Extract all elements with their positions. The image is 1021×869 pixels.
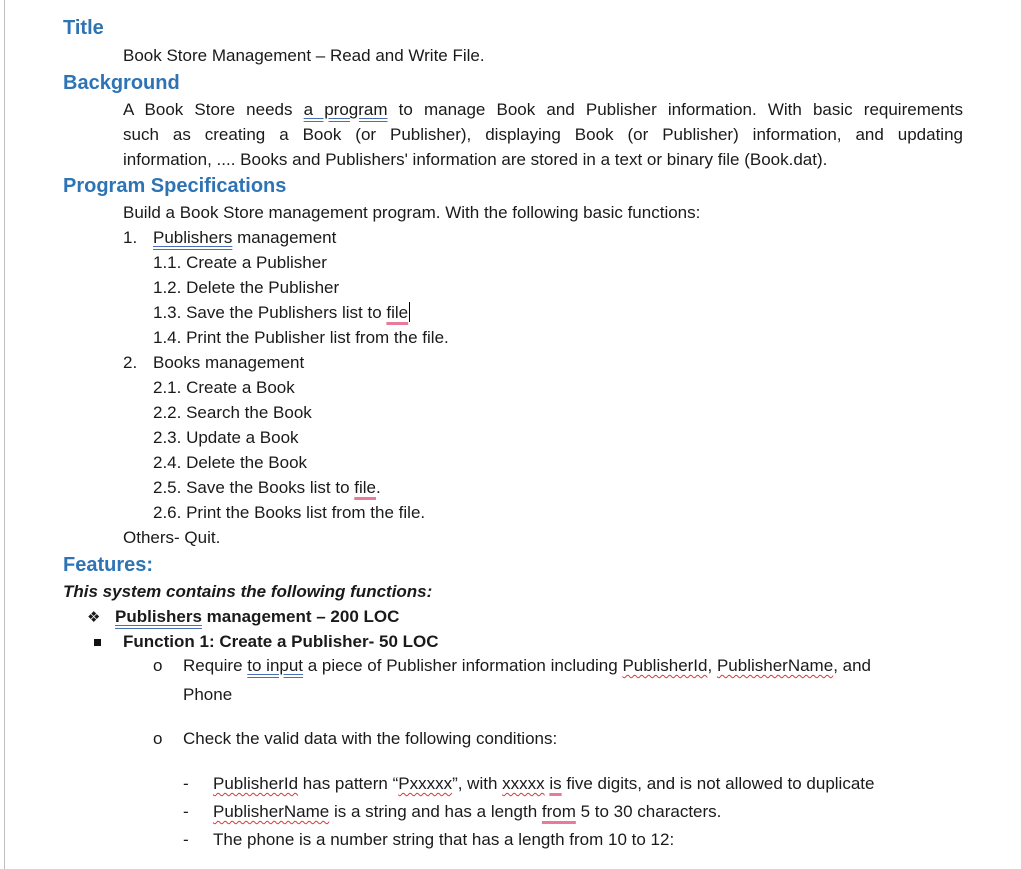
- require-input-phone: Phone: [183, 685, 233, 704]
- publishername-condition-word[interactable]: PublisherName: [213, 802, 330, 821]
- file-word-flagged[interactable]: file: [354, 478, 377, 497]
- features-heading: Features:: [63, 554, 154, 576]
- list-number-2: 2.: [123, 353, 138, 372]
- program-link[interactable]: a program: [303, 100, 388, 119]
- pattern-word[interactable]: Pxxxxx: [398, 774, 453, 793]
- spec-1-4: 1.4. Print the Publisher list from the file.: [153, 328, 449, 347]
- text-cursor: [409, 302, 410, 322]
- background-heading: Background: [63, 72, 180, 94]
- background-line-2: such as creating a Book (or Publisher), displaying Book (or Publisher) information, and updating: [123, 125, 963, 144]
- publishers-word[interactable]: Publishers: [153, 228, 233, 247]
- spec-2-4: 2.4. Delete the Book: [153, 453, 308, 472]
- background-line-3: information, .... Books and Publishers' information are stored in a text or binary file (Book.dat).: [123, 150, 828, 169]
- check-valid-line: Check the valid data with the following conditions:: [183, 729, 558, 748]
- function-1-title: Function 1: Create a Publisher- 50 LOC: [123, 632, 439, 651]
- publishers-management-item: Publishers management: [153, 228, 337, 247]
- circle-bullet-icon: o: [153, 656, 163, 675]
- books-management-item: Books management: [153, 353, 305, 372]
- spec-1-1: 1.1. Create a Publisher: [153, 253, 327, 272]
- publisherid-condition-word[interactable]: PublisherId: [213, 774, 299, 793]
- condition-publishername: PublisherName is a string and has a length from 5 to 30 characters.: [213, 802, 722, 821]
- from-word[interactable]: from: [541, 802, 576, 821]
- file-word-misspelled[interactable]: file: [386, 303, 409, 322]
- square-bullet-icon: [94, 639, 101, 646]
- xxxxx-word[interactable]: xxxxx: [502, 774, 545, 793]
- spec-intro: Build a Book Store management program. With the following basic functions:: [123, 203, 701, 222]
- spec-2-2: 2.2. Search the Book: [153, 403, 312, 422]
- spec-others: Others- Quit.: [123, 528, 221, 547]
- condition-phone: The phone is a number string that has a length from 10 to 12:: [213, 830, 675, 849]
- diamond-bullet-icon: ❖: [87, 609, 101, 626]
- publisherid-word[interactable]: PublisherId: [622, 656, 708, 675]
- spec-2-6: 2.6. Print the Books list from the file.: [153, 503, 426, 522]
- features-intro: This system contains the following functions:: [63, 582, 433, 601]
- spec-2-5: 2.5. Save the Books list to file.: [153, 478, 381, 497]
- publishers-management-loc: Publishers management – 200 LOC: [115, 607, 400, 626]
- spec-1-3: 1.3. Save the Publishers list to file: [153, 303, 409, 322]
- require-input-line: Require to input a piece of Publisher information including PublisherId, PublisherName, and: [183, 656, 871, 675]
- spec-2-3: 2.3. Update a Book: [153, 428, 299, 447]
- spec-1-2: 1.2. Delete the Publisher: [153, 278, 340, 297]
- is-word[interactable]: is: [549, 774, 562, 793]
- publishers-word-features[interactable]: Publishers: [115, 607, 202, 626]
- list-number-1: 1.: [123, 228, 138, 247]
- dash-bullet-3: -: [183, 830, 189, 849]
- publishername-word[interactable]: PublisherName: [716, 656, 834, 675]
- dash-bullet-1: -: [183, 774, 189, 793]
- background-line-1: A Book Store needs a program to manage Book and Publisher information. With basic requirements: [123, 100, 963, 119]
- spec-2-1: 2.1. Create a Book: [153, 378, 295, 397]
- dash-bullet-2: -: [183, 802, 189, 821]
- condition-publisherid: PublisherId has pattern “Pxxxxx”, with xxxxx is five digits, and is not allowed to duplicate: [213, 774, 875, 793]
- title-heading: Title: [63, 17, 104, 39]
- to-input-link[interactable]: to input: [247, 656, 304, 675]
- program-specifications-heading: Program Specifications: [63, 175, 287, 197]
- title-text: Book Store Management – Read and Write File.: [123, 46, 485, 65]
- circle-bullet-icon-2: o: [153, 729, 163, 748]
